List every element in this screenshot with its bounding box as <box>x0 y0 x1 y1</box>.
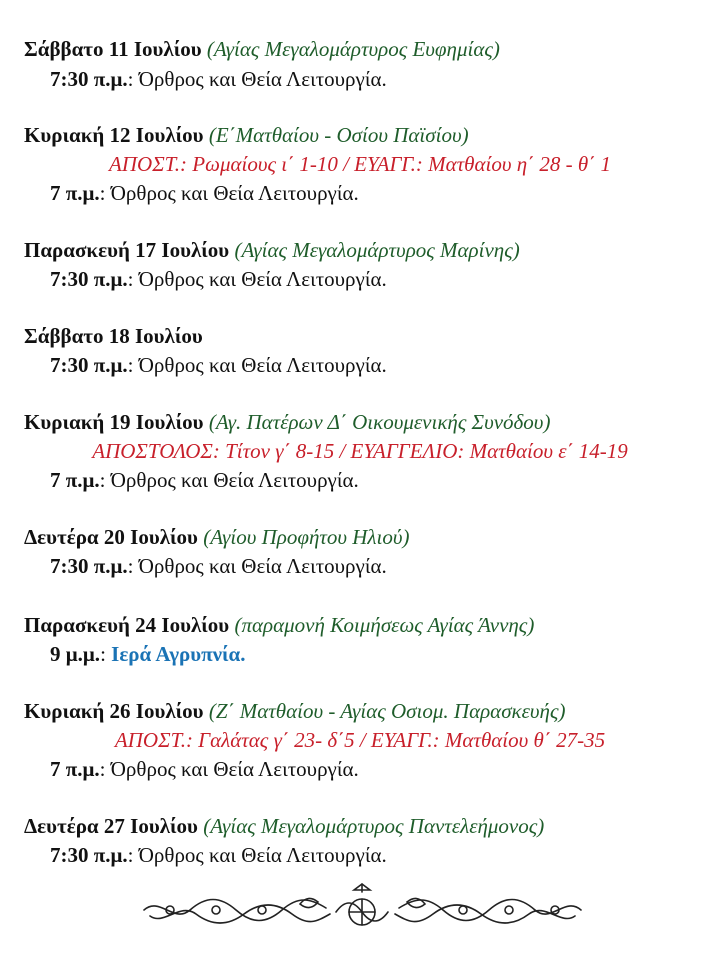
service-line <box>50 467 359 493</box>
service-line <box>50 352 387 378</box>
time-label: 7 π.μ. <box>50 757 100 781</box>
service-label: Όρθρος και Θεία Λειτουργία. <box>105 181 359 205</box>
day-label: Κυριακή 26 Ιουλίου <box>24 699 204 723</box>
service-label: Όρθρος και Θεία Λειτουργία. <box>133 353 387 377</box>
entry-header <box>24 122 469 148</box>
feast-note: (παραμονή Κοιμήσεως Αγίας Άννης) <box>234 613 535 637</box>
time-label: 7:30 π.μ. <box>50 67 128 91</box>
feast-note: (Ε΄Ματθαίου - Οσίου Παϊσίου) <box>208 123 469 147</box>
separator: : <box>127 554 134 578</box>
day-label: Δευτέρα 20 Ιουλίου <box>24 525 198 549</box>
service-line <box>50 842 387 868</box>
separator: : <box>127 353 134 377</box>
feast-note: (Αγ. Πατέρων Δ΄ Οικουμενικής Συνόδου) <box>208 410 551 434</box>
service-label: Όρθρος και Θεία Λειτουργία. <box>133 554 387 578</box>
service-line <box>50 756 359 782</box>
feast-note: (Αγίας Μεγαλομάρτυρος Μαρίνης) <box>234 238 520 262</box>
separator: : <box>127 67 134 91</box>
feast-note: (Ζ΄ Ματθαίου - Αγίας Οσιομ. Παρασκευής) <box>208 699 566 723</box>
day-label: Παρασκευή 24 Ιουλίου <box>24 613 230 637</box>
separator: : <box>127 843 134 867</box>
readings-line: ΑΠΟΣΤ.: Ρωμαίους ι΄ 1-10 / ΕΥΑΓΓ.: Ματθαίου η΄ 28 - θ΄ 1 <box>109 152 611 176</box>
service-line <box>50 66 387 92</box>
day-label: Κυριακή 12 Ιουλίου <box>24 123 204 147</box>
day-label: Σάββατο 11 Ιουλίου <box>24 37 202 61</box>
time-label: 7:30 π.μ. <box>50 843 128 867</box>
readings-line: ΑΠΟΣΤ.: Γαλάτας γ΄ 23- δ΄5 / ΕΥΑΓΓ.: Ματθαίου θ΄ 27-35 <box>114 728 606 752</box>
entry-header <box>24 237 520 263</box>
day-label: Δευτέρα 27 Ιουλίου <box>24 814 198 838</box>
entry-header <box>24 323 203 349</box>
day-label: Κυριακή 19 Ιουλίου <box>24 410 204 434</box>
ornament-divider <box>140 882 585 936</box>
separator: : <box>99 757 106 781</box>
feast-note: (Αγίας Μεγαλομάρτυρος Παντελεήμονος) <box>203 814 545 838</box>
feast-note: (Αγίου Προφήτου Ηλιού) <box>203 525 410 549</box>
day-label: Παρασκευή 17 Ιουλίου <box>24 238 230 262</box>
entry-header <box>24 36 500 62</box>
entry-header <box>24 524 410 550</box>
entry-header <box>24 409 550 435</box>
service-line <box>50 180 359 206</box>
separator: : <box>99 181 106 205</box>
time-label: 7:30 π.μ. <box>50 267 128 291</box>
day-label: Σάββατο 18 Ιουλίου <box>24 324 203 348</box>
time-label: 7 π.μ. <box>50 181 100 205</box>
entry-header <box>24 813 544 839</box>
separator: : <box>127 267 134 291</box>
service-line <box>50 553 387 579</box>
service-label: Όρθρος και Θεία Λειτουργία. <box>105 757 359 781</box>
feast-note: (Αγίας Μεγαλομάρτυρος Ευφημίας) <box>206 37 500 61</box>
service-label: Όρθρος και Θεία Λειτουργία. <box>105 468 359 492</box>
time-label: 9 μ.μ. <box>50 642 101 666</box>
service-label: Όρθρος και Θεία Λειτουργία. <box>133 267 387 291</box>
vigil-label: Ιερά Αγρυπνία. <box>105 642 246 666</box>
service-line <box>50 641 246 667</box>
entry-header <box>24 698 565 724</box>
service-label: Όρθρος και Θεία Λειτουργία. <box>133 843 387 867</box>
separator: : <box>100 642 106 666</box>
entry-header <box>24 612 534 638</box>
time-label: 7 π.μ. <box>50 468 100 492</box>
service-label: Όρθρος και Θεία Λειτουργία. <box>133 67 387 91</box>
time-label: 7:30 π.μ. <box>50 353 128 377</box>
separator: : <box>99 468 106 492</box>
service-line <box>50 266 387 292</box>
time-label: 7:30 π.μ. <box>50 554 128 578</box>
readings-line: ΑΠΟΣΤΟΛΟΣ: Τίτον γ΄ 8-15 / ΕΥΑΓΓΕΛΙΟ: Ματθαίου ε΄ 14-19 <box>92 439 628 463</box>
